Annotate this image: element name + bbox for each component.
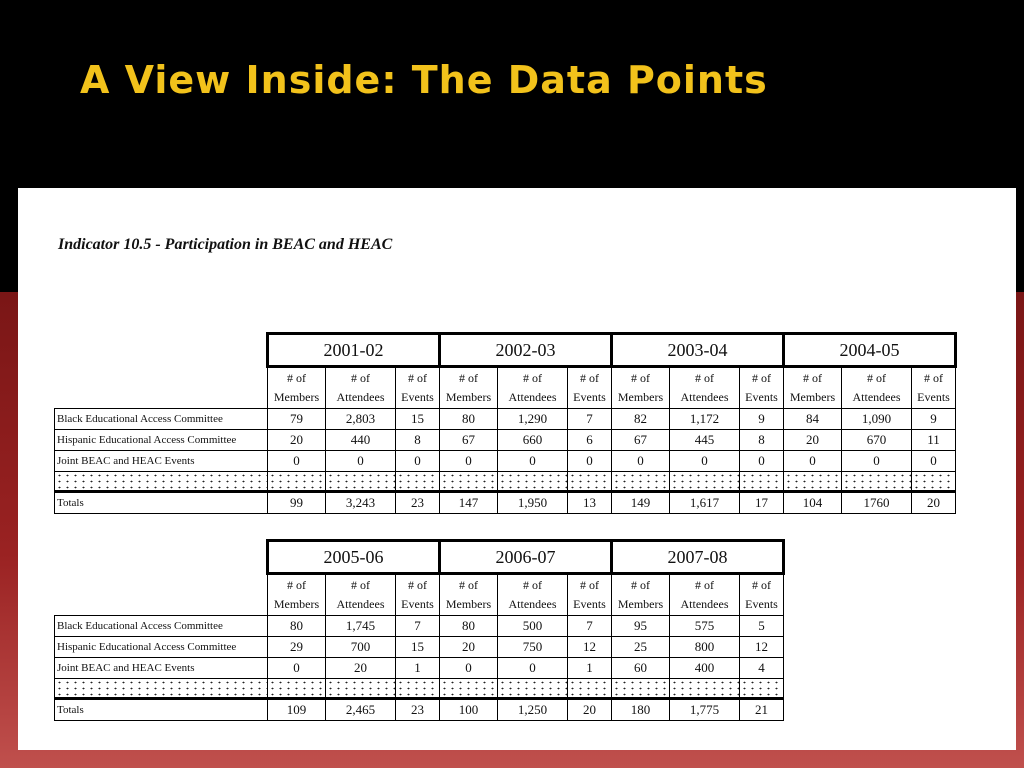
data-cell: 12 [568,637,612,658]
total-cell: 23 [396,699,440,721]
data-cell: 5 [740,616,784,637]
total-cell: 1,950 [498,492,568,514]
dotted-cell [326,679,396,699]
column-header-members: # of Members [268,574,326,616]
total-cell: 180 [612,699,670,721]
data-cell: 7 [396,616,440,637]
column-header-attendees: # of Attendees [498,367,568,409]
data-cell: 440 [326,430,396,451]
data-cell: 82 [612,409,670,430]
total-cell: 2,465 [326,699,396,721]
dotted-cell [498,679,568,699]
dotted-cell [396,472,440,492]
dotted-cell [568,679,612,699]
column-header-events: # of Events [912,367,956,409]
data-cell: 0 [498,451,568,472]
total-cell: 1,617 [670,492,740,514]
data-cell: 2,803 [326,409,396,430]
data-cell: 67 [440,430,498,451]
dotted-cell [498,472,568,492]
total-cell: 100 [440,699,498,721]
total-cell: 20 [912,492,956,514]
total-cell: 3,243 [326,492,396,514]
dotted-cell [268,679,326,699]
data-cell: 15 [396,409,440,430]
total-cell: 21 [740,699,784,721]
data-cell: 15 [396,637,440,658]
column-header-events: # of Events [396,574,440,616]
data-cell: 80 [440,409,498,430]
data-cell: 750 [498,637,568,658]
column-header-attendees: # of Attendees [842,367,912,409]
data-cell: 29 [268,637,326,658]
row-label: Joint BEAC and HEAC Events [55,451,268,472]
data-cell: 0 [268,658,326,679]
total-cell: 20 [568,699,612,721]
data-cell: 20 [268,430,326,451]
year-header-row [55,334,956,367]
blank-corner [55,367,268,409]
data-cell: 0 [440,451,498,472]
column-header-attendees: # of Attendees [670,367,740,409]
data-cell: 67 [612,430,670,451]
dotted-cell [612,472,670,492]
total-cell: 104 [784,492,842,514]
data-cell: 9 [740,409,784,430]
dotted-separator-row [55,472,956,492]
data-cell: 0 [268,451,326,472]
total-cell: 13 [568,492,612,514]
year-header: 2001-02 [268,334,440,367]
column-header-members: # of Members [612,574,670,616]
blank-corner [55,334,268,367]
total-cell: 109 [268,699,326,721]
table-image-panel [18,188,1016,750]
column-header-members: # of Members [440,574,498,616]
row-label: Black Educational Access Committee [55,616,268,637]
dotted-cell [740,679,784,699]
column-header-attendees: # of Attendees [326,367,396,409]
year-header: 2002-03 [440,334,612,367]
data-cell: 1 [568,658,612,679]
data-cell: 1,745 [326,616,396,637]
column-header-attendees: # of Attendees [498,574,568,616]
dotted-cell [326,472,396,492]
total-cell: 23 [396,492,440,514]
data-cell: 60 [612,658,670,679]
totals-row [55,699,784,721]
data-cell: 12 [740,637,784,658]
table-row [55,451,956,472]
data-cell: 445 [670,430,740,451]
dotted-cell [612,679,670,699]
data-cell: 400 [670,658,740,679]
dotted-cell [784,472,842,492]
data-cell: 500 [498,616,568,637]
data-cell: 1,090 [842,409,912,430]
data-cell: 20 [326,658,396,679]
data-cell: 7 [568,616,612,637]
data-cell: 20 [784,430,842,451]
column-header-members: # of Members [784,367,842,409]
column-header-row [55,574,784,616]
dotted-cell [568,472,612,492]
data-cell: 0 [568,451,612,472]
total-cell: 17 [740,492,784,514]
total-cell: 149 [612,492,670,514]
year-header-row [55,541,784,574]
data-cell: 25 [612,637,670,658]
data-cell: 660 [498,430,568,451]
dotted-cell [55,472,268,492]
table-row [55,409,956,430]
data-cell: 1,172 [670,409,740,430]
year-header: 2005-06 [268,541,440,574]
column-header-events: # of Events [740,367,784,409]
row-label: Joint BEAC and HEAC Events [55,658,268,679]
data-cell: 79 [268,409,326,430]
data-cell: 84 [784,409,842,430]
dotted-cell [842,472,912,492]
year-header: 2006-07 [440,541,612,574]
column-header-events: # of Events [396,367,440,409]
data-cell: 1 [396,658,440,679]
year-header: 2003-04 [612,334,784,367]
total-cell: 147 [440,492,498,514]
data-cell: 95 [612,616,670,637]
data-cell: 80 [268,616,326,637]
data-cell: 0 [440,658,498,679]
column-header-attendees: # of Attendees [326,574,396,616]
data-cell: 800 [670,637,740,658]
column-header-members: # of Members [612,367,670,409]
dotted-cell [912,472,956,492]
year-header: 2004-05 [784,334,956,367]
data-cell: 4 [740,658,784,679]
totals-label: Totals [55,492,268,514]
data-cell: 0 [740,451,784,472]
table-row [55,430,956,451]
data-cell: 0 [612,451,670,472]
column-header-events: # of Events [568,574,612,616]
data-cell: 1,290 [498,409,568,430]
dotted-cell [740,472,784,492]
data-cell: 0 [912,451,956,472]
slide-title: A View Inside: The Data Points [80,58,768,102]
data-cell: 9 [912,409,956,430]
data-cell: 8 [396,430,440,451]
table-row [55,658,784,679]
data-cell: 0 [670,451,740,472]
dotted-cell [396,679,440,699]
dotted-cell [670,472,740,492]
dotted-cell [440,472,498,492]
data-cell: 0 [842,451,912,472]
column-header-members: # of Members [268,367,326,409]
row-label: Hispanic Educational Access Committee [55,637,268,658]
column-header-attendees: # of Attendees [670,574,740,616]
data-cell: 6 [568,430,612,451]
data-cell: 0 [396,451,440,472]
row-label: Hispanic Educational Access Committee [55,430,268,451]
dotted-cell [55,679,268,699]
table-row [55,637,784,658]
participation-table-2005-2008 [54,539,785,721]
dotted-separator-row [55,679,784,699]
total-cell: 1,250 [498,699,568,721]
total-cell: 1,775 [670,699,740,721]
dotted-cell [670,679,740,699]
column-header-row [55,367,956,409]
participation-table-2001-2005 [54,332,957,514]
blank-corner [55,541,268,574]
data-cell: 0 [784,451,842,472]
data-cell: 8 [740,430,784,451]
indicator-title: Indicator 10.5 - Participation in BEAC and HEAC [58,236,393,253]
row-label: Black Educational Access Committee [55,409,268,430]
blank-corner [55,574,268,616]
dotted-cell [440,679,498,699]
data-cell: 670 [842,430,912,451]
data-cell: 7 [568,409,612,430]
column-header-members: # of Members [440,367,498,409]
table-row [55,616,784,637]
data-cell: 0 [326,451,396,472]
total-cell: 1760 [842,492,912,514]
year-header: 2007-08 [612,541,784,574]
total-cell: 99 [268,492,326,514]
column-header-events: # of Events [740,574,784,616]
data-cell: 80 [440,616,498,637]
data-cell: 0 [498,658,568,679]
column-header-events: # of Events [568,367,612,409]
dotted-cell [268,472,326,492]
data-cell: 700 [326,637,396,658]
data-cell: 575 [670,616,740,637]
totals-label: Totals [55,699,268,721]
totals-row [55,492,956,514]
data-cell: 20 [440,637,498,658]
data-cell: 11 [912,430,956,451]
